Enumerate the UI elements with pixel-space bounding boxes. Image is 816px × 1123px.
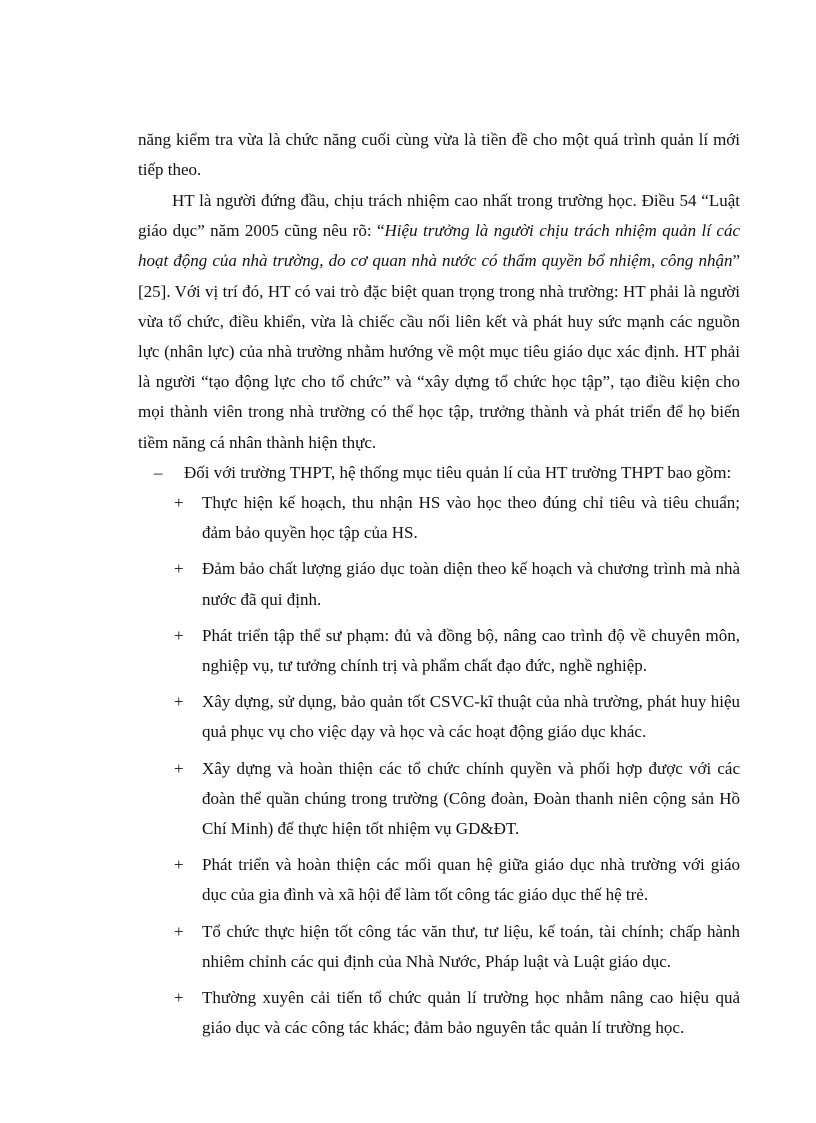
dash-bullet: – (154, 463, 163, 482)
paragraph-text-part2: ” [25]. Với vị trí đó, HT có vai trò đặc biệt quan trọng trong nhà trường: HT phải là người vừa tổ chức, điều khiển, vừa là chiếc cầu nối liên kết và phát huy sức mạnh các nguồn lực (nhân lực) của nhà trường nhằm hướng về một mục tiêu giáo dục xác định. HT phải là người “tạo động lực cho tổ chức” và “xây dựng tổ chức học tập”, tạo điều kiện cho mọi thành viên trong nhà trường có thể học tập, trưởng thành và phát triển để họ biến tiềm năng cá nhân thành hiện thực. (138, 251, 740, 452)
list-item-text: Xây dựng, sử dụng, bảo quản tốt CSVC-kĩ thuật của nhà trường, phát huy hiệu quả phục vụ cho việc dạy và học và các hoạt động giáo dục khác. (202, 692, 740, 742)
plus-bullet: + (174, 921, 184, 941)
paragraph-principal-role (138, 186, 740, 458)
law-quote-italic: Hiệu trưởng là người chịu trách nhiệm quản lí các hoạt động của nhà trường, do cơ quan nhà nước có thẩm quyền bổ nhiệm, công nhận (138, 221, 740, 271)
list-item-text: Phát triển và hoàn thiện các mối quan hệ giữa giáo dục nhà trường với giáo dục của gia đình và xã hội để làm tốt công tác giáo dục thế hệ trẻ. (202, 855, 740, 905)
plus-bullet: + (174, 988, 184, 1008)
plus-bullet: + (174, 493, 184, 512)
list-item (138, 917, 740, 977)
list-item-text: Tổ chức thực hiện tốt công tác văn thư, tư liệu, kế toán, tài chính; chấp hành nhiêm chỉnh các qui định của Nhà Nước, Pháp luật và Luật giáo dục. (202, 921, 740, 971)
plus-bullet: + (174, 559, 184, 579)
list-item (138, 621, 740, 681)
objectives-list (138, 488, 740, 1049)
list-item-text: Thường xuyên cải tiến tổ chức quản lí trường học nhằm nâng cao hiệu quả giáo dục và các công tác khác; đảm bảo nguyên tắc quản lí trường học. (202, 988, 740, 1038)
list-item-text: Xây dựng và hoàn thiện các tổ chức chính quyền và phối hợp được với các đoàn thể quần chúng trong trường (Công đoàn, Đoàn thanh niên cộng sản Hồ Chí Minh) để thực hiện tốt nhiệm vụ GD&ĐT. (202, 758, 740, 839)
list-item (138, 554, 740, 614)
list-item (138, 983, 740, 1043)
list-item (138, 687, 740, 747)
plus-bullet: + (174, 758, 184, 778)
list-item (138, 850, 740, 910)
plus-bullet: + (174, 855, 184, 875)
list-item (138, 488, 740, 548)
plus-bullet: + (174, 625, 184, 645)
list-item (138, 754, 740, 845)
paragraph-continuation: năng kiểm tra vừa là chức năng cuối cùng vừa là tiền đề cho một quá trình quản lí mới tiếp theo. (138, 130, 740, 180)
list-item-text: Thực hiện kế hoạch, thu nhận HS vào học theo đúng chỉ tiêu và tiêu chuẩn; đảm bảo quyền học tập của HS. (202, 493, 740, 543)
paragraph-text-part1: HT là người đứng đầu, chịu trách nhiệm cao nhất trong trường học. Điều 54 “Luật giáo dục” năm 2005 cũng nêu rõ: “ (138, 191, 740, 241)
plus-bullet: + (174, 692, 184, 712)
list-item-text: Phát triển tập thể sư phạm: đủ và đồng bộ, nâng cao trình độ về chuyên môn, nghiệp vụ, tư tưởng chính trị và phẩm chất đạo đức, nghề nghiệp. (202, 625, 740, 676)
list-item-text: Đảm bảo chất lượng giáo dục toàn diện theo kế hoạch và chương trình mà nhà nước đã qui định. (202, 559, 740, 609)
dash-item-text: Đối với trường THPT, hệ thống mục tiêu quản lí của HT trường THPT bao gồm: (184, 463, 732, 482)
